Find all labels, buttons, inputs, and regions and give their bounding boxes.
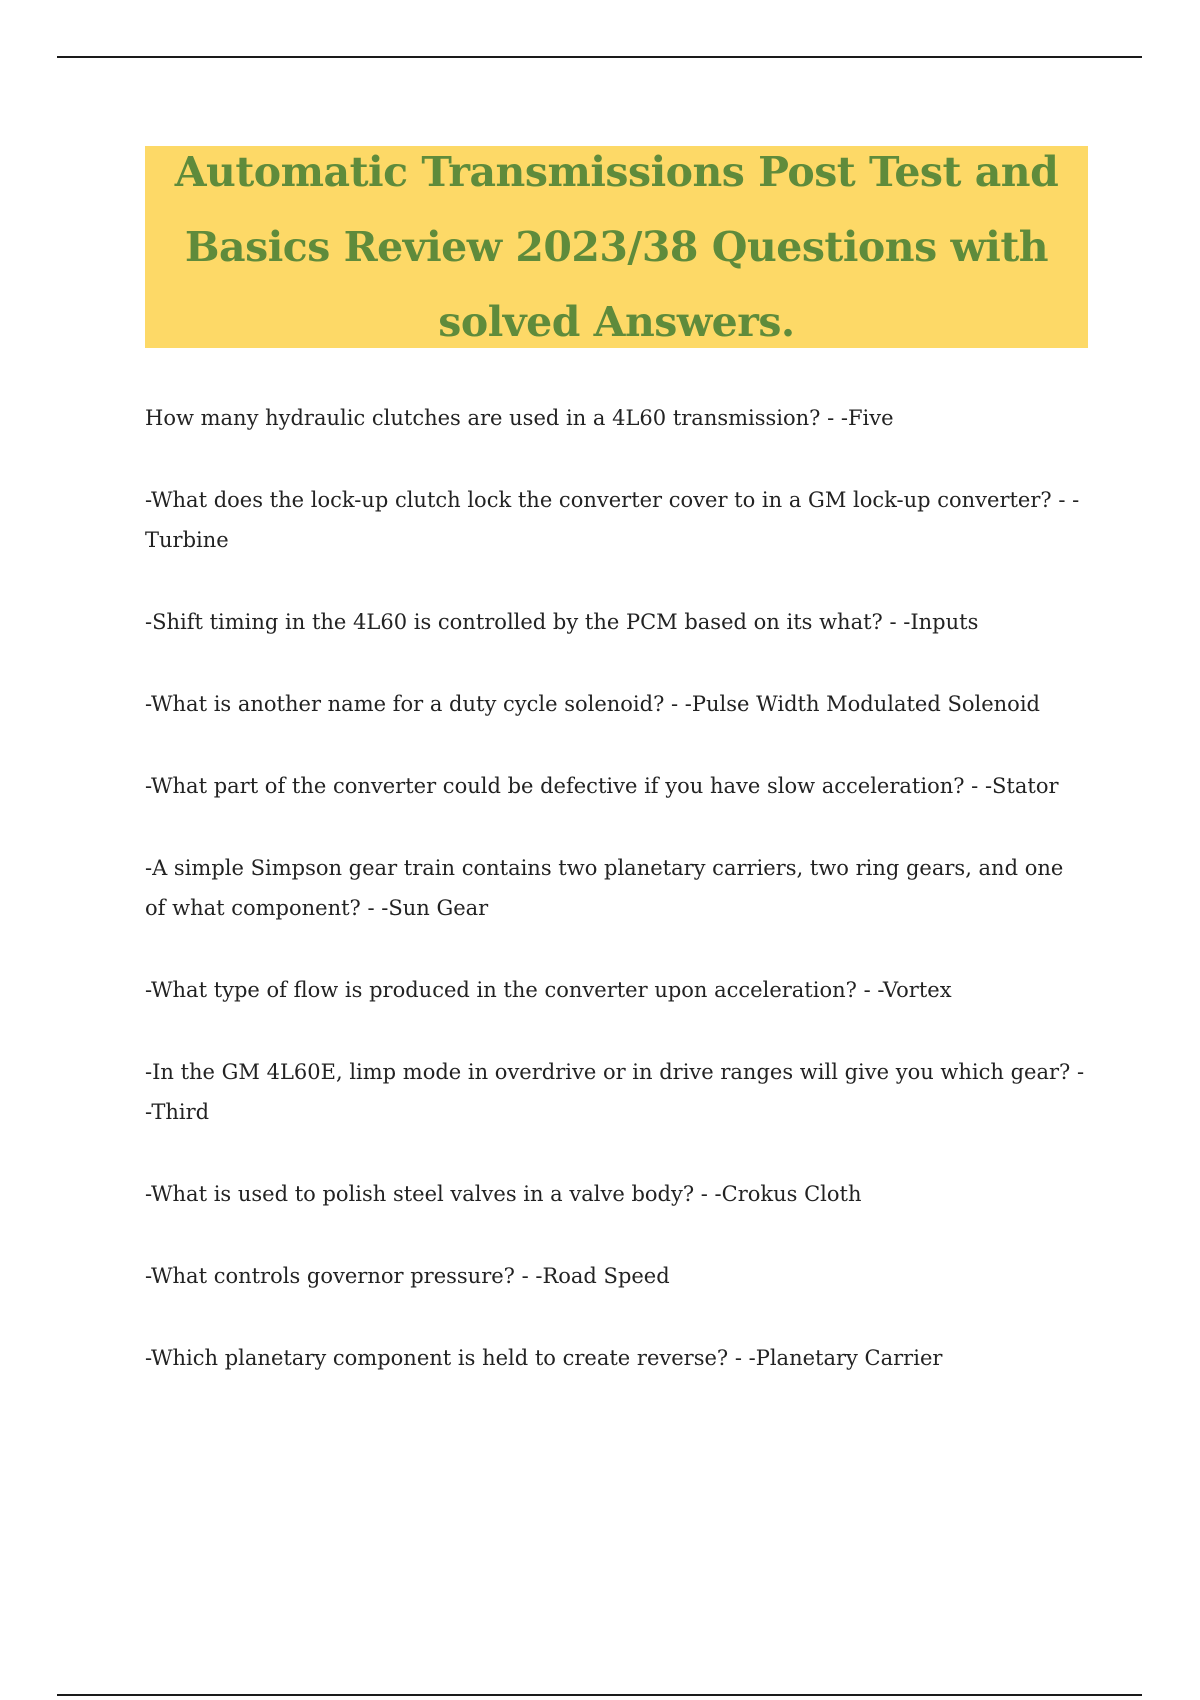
qa-item: -What type of flow is produced in the converter upon acceleration? - -Vortex <box>145 978 952 1002</box>
qa-item: -What is used to polish steel valves in a valve body? - -Crokus Cloth <box>145 1182 862 1206</box>
qa-item: -What does the lock-up clutch lock the converter cover to in a GM lock-up converter? - -Turbine <box>145 488 1080 552</box>
qa-item: -What is another name for a duty cycle solenoid? - -Pulse Width Modulated Solenoid <box>145 692 1040 716</box>
qa-item: -In the GM 4L60E, limp mode in overdrive or in drive ranges will give you which gear? - -Third <box>145 1060 1085 1124</box>
qa-item: -Which planetary component is held to create reverse? - -Planetary Carrier <box>145 1346 943 1370</box>
qa-item: -What part of the converter could be defective if you have slow acceleration? - -Stator <box>145 774 1059 798</box>
qa-item: -Shift timing in the 4L60 is controlled by the PCM based on its what? - -Inputs <box>145 610 979 634</box>
qa-item: -What controls governor pressure? - -Road Speed <box>145 1264 670 1288</box>
document-title: Automatic Transmissions Post Test and Basics Review 2023/38 Questions with solved Answers. <box>174 147 1059 346</box>
qa-item: How many hydraulic clutches are used in a 4L60 transmission? - -Five <box>145 406 894 430</box>
qa-item: -A simple Simpson gear train contains two planetary carriers, two ring gears, and one of what component? - -Sun Gear <box>145 856 1064 920</box>
title-banner <box>145 146 1088 348</box>
footer-rule <box>57 1694 1142 1696</box>
header-rule <box>57 56 1142 58</box>
qa-list <box>145 398 1090 1420</box>
